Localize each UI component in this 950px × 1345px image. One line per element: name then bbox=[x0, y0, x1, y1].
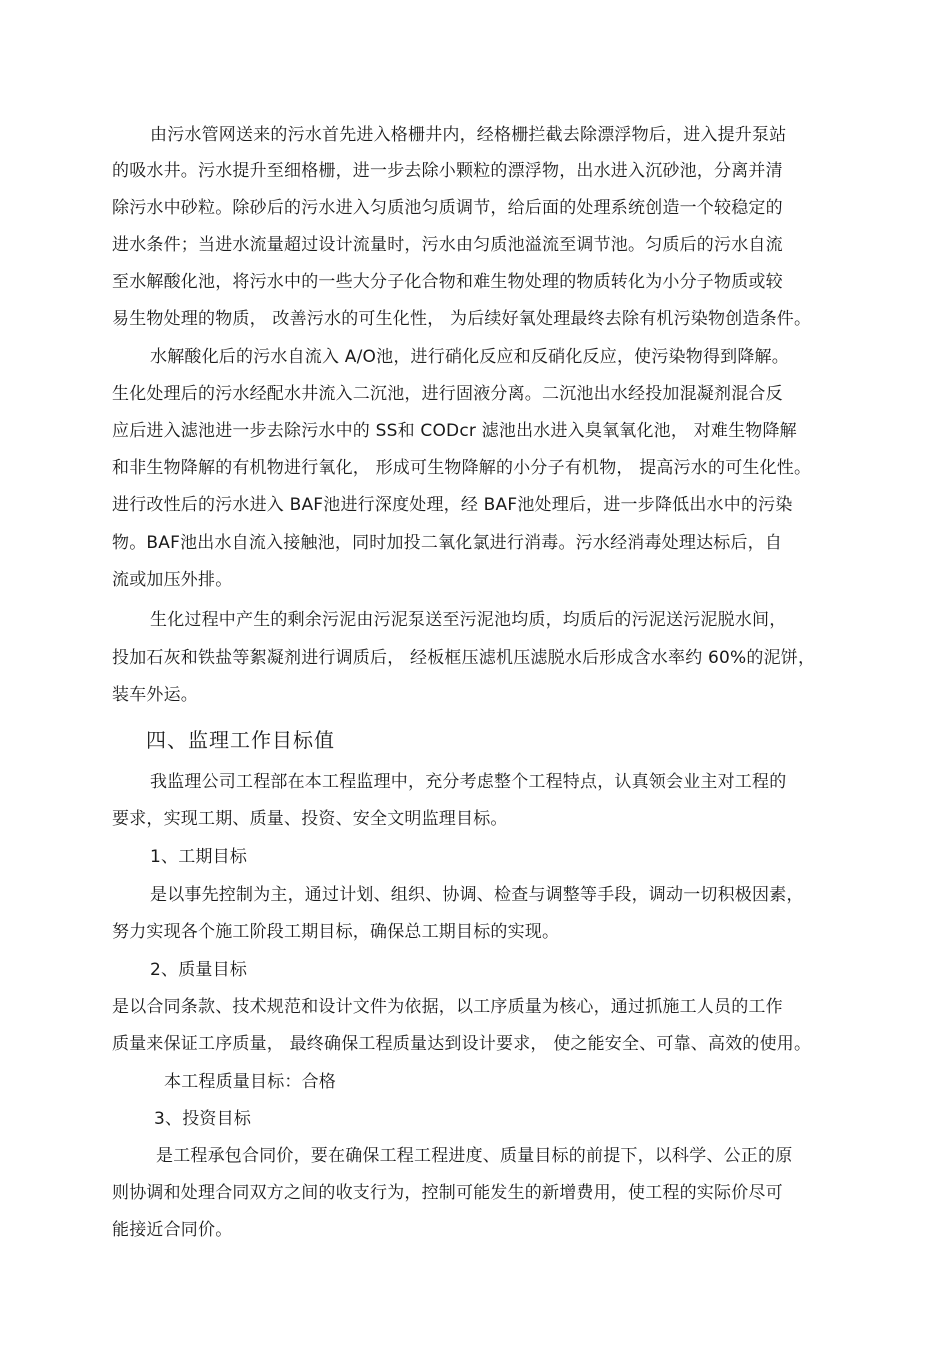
paragraph-line: 质量来保证工序质量， 最终确保工程质量达到设计要求， 使之能安全、可靠、高效的使用。 bbox=[112, 1034, 812, 1054]
paragraph-line: 和非生物降解的有机物进行氧化， 形成可生物降解的小分子有机物， 提高污水的可生化性。 bbox=[112, 458, 812, 478]
paragraph-line: 除污水中砂粒。除砂后的污水进入匀质池匀质调节，给后面的处理系统创造一个较稳定的 bbox=[112, 198, 783, 218]
paragraph-line: 易生物处理的物质， 改善污水的可生化性， 为后续好氧处理最终去除有机污染物创造条件。 bbox=[112, 309, 812, 329]
subsection-title: 1、工期目标 bbox=[150, 847, 248, 867]
paragraph-line: 装车外运。 bbox=[112, 685, 198, 705]
paragraph-line: 我监理公司工程部在本工程监理中，充分考虑整个工程特点，认真领会业主对工程的 bbox=[150, 772, 787, 792]
quality-target: 本工程质量目标：合格 bbox=[164, 1072, 336, 1092]
paragraph-line: 生化过程中产生的剩余污泥由污泥泵送至污泥池均质，均质后的污泥送污泥脱水间， bbox=[150, 610, 787, 630]
section-heading: 四、监理工作目标值 bbox=[146, 728, 335, 752]
paragraph-line: 进行改性后的污水进入 BAF池进行深度处理，经 BAF池处理后，进一步降低出水中的污染 bbox=[112, 495, 793, 515]
paragraph-line: 应后进入滤池进一步去除污水中的 SS和 CODcr 滤池出水进入臭氧氧化池， 对难生物降解 bbox=[112, 421, 797, 441]
paragraph-line: 至水解酸化池，将污水中的一些大分子化合物和难生物处理的物质转化为小分子物质或较 bbox=[112, 272, 783, 292]
paragraph-line: 的吸水井。污水提升至细格栅，进一步去除小颗粒的漂浮物，出水进入沉砂池，分离并清 bbox=[112, 161, 783, 181]
paragraph-line: 是以事先控制为主，通过计划、组织、协调、检查与调整等手段，调动一切积极因素， bbox=[150, 885, 804, 905]
paragraph-line: 投加石灰和铁盐等絮凝剂进行调质后， 经板框压滤机压滤脱水后形成含水率约 60%的泥饼， bbox=[112, 648, 816, 668]
paragraph-line: 是工程承包合同价，要在确保工程工程进度、质量目标的前提下，以科学、公正的原 bbox=[156, 1146, 793, 1166]
paragraph-line: 流或加压外排。 bbox=[112, 570, 233, 590]
subsection-title: 3、投资目标 bbox=[154, 1109, 252, 1129]
paragraph-line: 物。BAF池出水自流入接触池，同时加投二氧化氯进行消毒。污水经消毒处理达标后，自 bbox=[112, 533, 783, 553]
paragraph-line: 则协调和处理合同双方之间的收支行为，控制可能发生的新增费用，使工程的实际价尽可 bbox=[112, 1183, 783, 1203]
paragraph-line: 要求，实现工期、质量、投资、安全文明监理目标。 bbox=[112, 809, 508, 829]
paragraph-line: 进水条件；当进水流量超过设计流量时，污水由匀质池溢流至调节池。匀质后的污水自流 bbox=[112, 235, 783, 255]
paragraph-line: 生化处理后的污水经配水井流入二沉池，进行固液分离。二沉池出水经投加混凝剂混合反 bbox=[112, 384, 783, 404]
paragraph-line: 努力实现各个施工阶段工期目标，确保总工期目标的实现。 bbox=[112, 922, 560, 942]
paragraph-line: 由污水管网送来的污水首先进入格栅井内，经格栅拦截去除漂浮物后，进入提升泵站 bbox=[150, 125, 787, 145]
paragraph-line: 能接近合同价。 bbox=[112, 1220, 233, 1240]
paragraph-line: 是以合同条款、技术规范和设计文件为依据，以工序质量为核心，通过抓施工人员的工作 bbox=[112, 997, 783, 1017]
subsection-title: 2、质量目标 bbox=[150, 960, 248, 980]
paragraph-line: 水解酸化后的污水自流入 A/O池，进行硝化反应和反硝化反应，使污染物得到降解。 bbox=[150, 347, 789, 367]
